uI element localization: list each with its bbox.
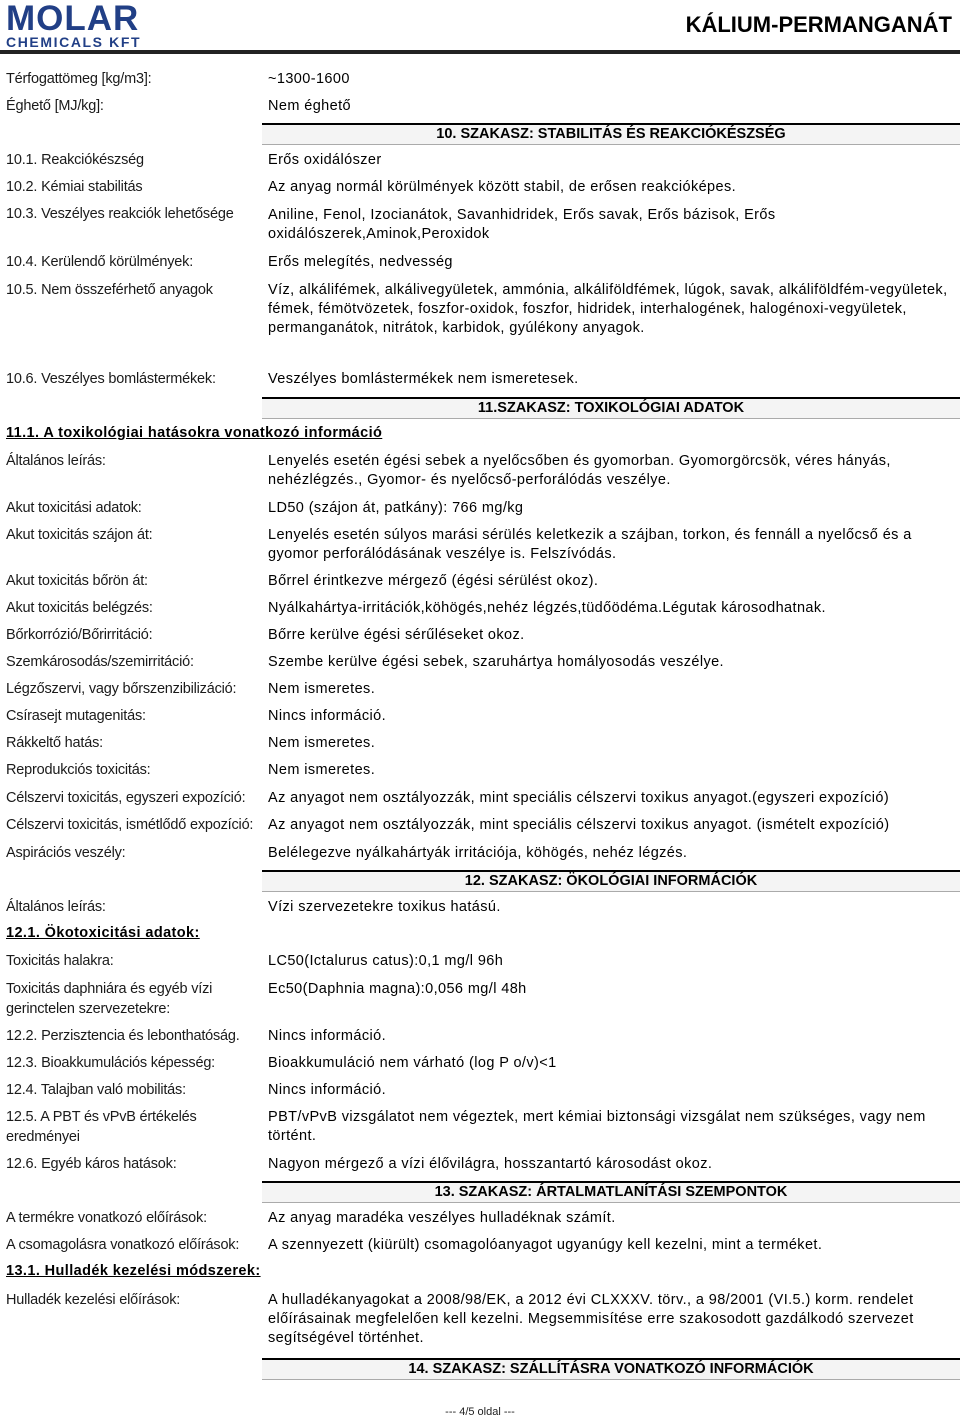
page-number: --- 4/5 oldal --- xyxy=(445,1406,515,1418)
section-11-1-subtitle: 11.1. A toxikológiai hatásokra vonatkozó információ xyxy=(6,425,383,441)
section-10-3-label: 10.3. Veszélyes reakciók lehetősége xyxy=(6,206,234,222)
tox-general-label: Általános leírás: xyxy=(6,453,106,469)
section-10-6-value: Veszélyes bomlástermékek nem ismeretesek. xyxy=(268,371,579,387)
section-10-1-value: Erős oxidálószer xyxy=(268,152,382,168)
section-10-4-value: Erős melegítés, nedvesség xyxy=(268,254,453,270)
persistence-label: 12.2. Perzisztencia és lebonthatóság. xyxy=(6,1028,240,1044)
other-effects-label: 12.6. Egyéb káros hatások: xyxy=(6,1156,177,1172)
header-divider xyxy=(0,50,960,54)
waste-treatment-label: Hulladék kezelési előírások: xyxy=(6,1292,181,1308)
stot-single-label: Célszervi toxicitás, egyszeri expozíció: xyxy=(6,790,246,806)
flammability-value: Nem éghető xyxy=(268,98,351,114)
section-10-2-label: 10.2. Kémiai stabilitás xyxy=(6,179,143,195)
section-10-6-label: 10.6. Veszélyes bomlástermékek: xyxy=(6,371,216,387)
acute-tox-dermal-value: Bőrrel érintkezve mérgező (égési sérülést okoz). xyxy=(268,573,599,589)
section-10-1-label: 10.1. Reakciókészség xyxy=(6,152,144,168)
sensitization-label: Légzőszervi, vagy bőrszenzibilizáció: xyxy=(6,681,237,697)
section-12-1-subtitle: 12.1. Ökotoxicitási adatok: xyxy=(6,925,200,941)
eco-general-label: Általános leírás: xyxy=(6,899,106,915)
eco-general-value: Vízi szervezetekre toxikus hatású. xyxy=(268,899,501,915)
skin-corrosion-label: Bőrkorrózió/Bőrirritáció: xyxy=(6,627,153,643)
mutagenicity-label: Csírasejt mutagenitás: xyxy=(6,708,146,724)
carcinogenicity-value: Nem ismeretes. xyxy=(268,735,376,751)
daphnia-tox-value: Ec50(Daphnia magna):0,056 mg/l 48h xyxy=(268,981,527,997)
section-10-5-value: Víz, alkálifémek, alkálivegyületek, ammónia, alkáliföldfémek, lúgok, savak, alkáliföldfém-vegyületek, fémek, fémötvözetek, foszfor-oxidok, foszfor, hidridek, interhalogének, halogénoxi-vegyületek, permanganátok, nitrátok, karbidok, gyúlékony anyagok. xyxy=(268,282,948,336)
stot-repeated-value: Az anyagot nem osztályozzák, mint speciális célszervi toxikus anyagot. (ismételt expozíció) xyxy=(268,817,890,833)
daphnia-tox-label: Toxicitás daphniára és egyéb vízi gerinctelen szervezetekre: xyxy=(6,981,213,1017)
stot-single-value: Az anyagot nem osztályozzák, mint speciális célszervi toxikus anyagot.(egyszeri expozíció) xyxy=(268,790,890,806)
acute-tox-data-value: LD50 (szájon át, patkány): 766 mg/kg xyxy=(268,500,524,516)
acute-tox-dermal-label: Akut toxicitás bőrön át: xyxy=(6,573,148,589)
fish-tox-label: Toxicitás halakra: xyxy=(6,953,114,969)
section-10-2-value: Az anyag normál körülmények között stabil, de erősen reakcióképes. xyxy=(268,179,737,195)
bioaccumulation-value: Bioakkumuláció nem várható (log P o/v)<1 xyxy=(268,1055,557,1071)
section-14-header: 14. SZAKASZ: SZÁLLÍTÁSRA VONATKOZÓ INFORMÁCIÓK xyxy=(262,1358,960,1380)
soil-mobility-value: Nincs információ. xyxy=(268,1082,386,1098)
acute-tox-inhalation-label: Akut toxicitás belégzés: xyxy=(6,600,153,616)
eye-damage-label: Szemkárosodás/szemirritáció: xyxy=(6,654,194,670)
document-title: KÁLIUM-PERMANGANÁT xyxy=(685,12,952,37)
acute-tox-data-label: Akut toxicitási adatok: xyxy=(6,500,142,516)
acute-tox-inhalation-value: Nyálkahártya-irritációk,köhögés,nehéz légzés,tüdőödéma.Légutak károsodhatnak. xyxy=(268,600,826,616)
persistence-value: Nincs információ. xyxy=(268,1028,386,1044)
logo-line-1: MOLAR xyxy=(6,0,140,38)
product-disposal-label: A termékre vonatkozó előírások: xyxy=(6,1210,207,1226)
section-10-5-label: 10.5. Nem összeférhető anyagok xyxy=(6,282,213,298)
stot-repeated-label: Célszervi toxicitás, ismétlődő expozíció: xyxy=(6,817,254,833)
reproductive-tox-label: Reprodukciós toxicitás: xyxy=(6,762,151,778)
flammability-label: Éghető [MJ/kg]: xyxy=(6,98,104,114)
section-11-header: 11.SZAKASZ: TOXIKOLÓGIAI ADATOK xyxy=(262,397,960,419)
logo-line-2: CHEMICALS KFT xyxy=(6,34,142,50)
reproductive-tox-value: Nem ismeretes. xyxy=(268,762,376,778)
sensitization-value: Nem ismeretes. xyxy=(268,681,376,697)
section-10-3-value: Aniline, Fenol, Izocianátok, Savanhidridek, Erős savak, Erős bázisok, Erős oxidálószerek,Aminok,Peroxidok xyxy=(268,207,776,242)
density-label: Térfogattömeg [kg/m3]: xyxy=(6,71,152,87)
section-10-header: 10. SZAKASZ: STABILITÁS ÉS REAKCIÓKÉSZSÉG xyxy=(262,123,960,145)
section-12-header: 12. SZAKASZ: ÖKOLÓGIAI INFORMÁCIÓK xyxy=(262,870,960,892)
pbt-label: 12.5. A PBT és vPvB értékelés eredményei xyxy=(6,1109,197,1145)
bioaccumulation-label: 12.3. Bioakkumulációs képesség: xyxy=(6,1055,216,1071)
aspiration-label: Aspirációs veszély: xyxy=(6,845,126,861)
section-13-1-subtitle: 13.1. Hulladék kezelési módszerek: xyxy=(6,1263,261,1279)
packaging-disposal-value: A szennyezett (kiürült) csomagolóanyagot ugyanúgy kell kezelni, mint a terméket. xyxy=(268,1237,823,1253)
section-13-header: 13. SZAKASZ: ÁRTALMATLANÍTÁSI SZEMPONTOK xyxy=(262,1181,960,1203)
skin-corrosion-value: Bőrre kerülve égési sérűléseket okoz. xyxy=(268,627,525,643)
acute-tox-oral-label: Akut toxicitás szájon át: xyxy=(6,527,153,543)
other-effects-value: Nagyon mérgező a vízi élővilágra, hosszantartó károsodást okoz. xyxy=(268,1156,713,1172)
carcinogenicity-label: Rákkeltő hatás: xyxy=(6,735,103,751)
acute-tox-oral-value: Lenyelés esetén súlyos marási sérülés keletkezik a szájban, torkon, és fennáll a nyelőcső és a gyomor perforálódásának veszélye is. Felszívódás. xyxy=(268,527,912,562)
soil-mobility-label: 12.4. Talajban való mobilitás: xyxy=(6,1082,186,1098)
mutagenicity-value: Nincs információ. xyxy=(268,708,386,724)
packaging-disposal-label: A csomagolásra vonatkozó előírások: xyxy=(6,1237,240,1253)
pbt-value: PBT/vPvB vizsgálatot nem végeztek, mert kémiai biztonsági vizsgálat nem szükséges, vagy nem történt. xyxy=(268,1109,926,1144)
density-value: ~1300-1600 xyxy=(268,71,350,87)
section-10-4-label: 10.4. Kerülendő körülmények: xyxy=(6,254,194,270)
fish-tox-value: LC50(Ictalurus catus):0,1 mg/l 96h xyxy=(268,953,504,969)
eye-damage-value: Szembe kerülve égési sebek, szaruhártya homályosodás veszélye. xyxy=(268,654,724,670)
product-disposal-value: Az anyag maradéka veszélyes hulladéknak számít. xyxy=(268,1210,616,1226)
waste-treatment-value: A hulladékanyagokat a 2008/98/EK, a 2012 évi CLXXXV. törv., a 98/2001 (VI.5.) korm. rendelet előírásainak megfelelően kell kezelni. Megsemmisítése erre szakosodott gazdálkodó szervezet segítségével történhet. xyxy=(268,1292,914,1346)
aspiration-value: Belélegezve nyálkahártyák irritációja, köhögés, nehéz légzés. xyxy=(268,845,688,861)
tox-general-value: Lenyelés esetén égési sebek a nyelőcsőben és gyomorban. Gyomorgörcsök, véres hányás, nehézlégzés., Gyomor- és nyelőcső-perforálódás veszélye. xyxy=(268,453,891,488)
